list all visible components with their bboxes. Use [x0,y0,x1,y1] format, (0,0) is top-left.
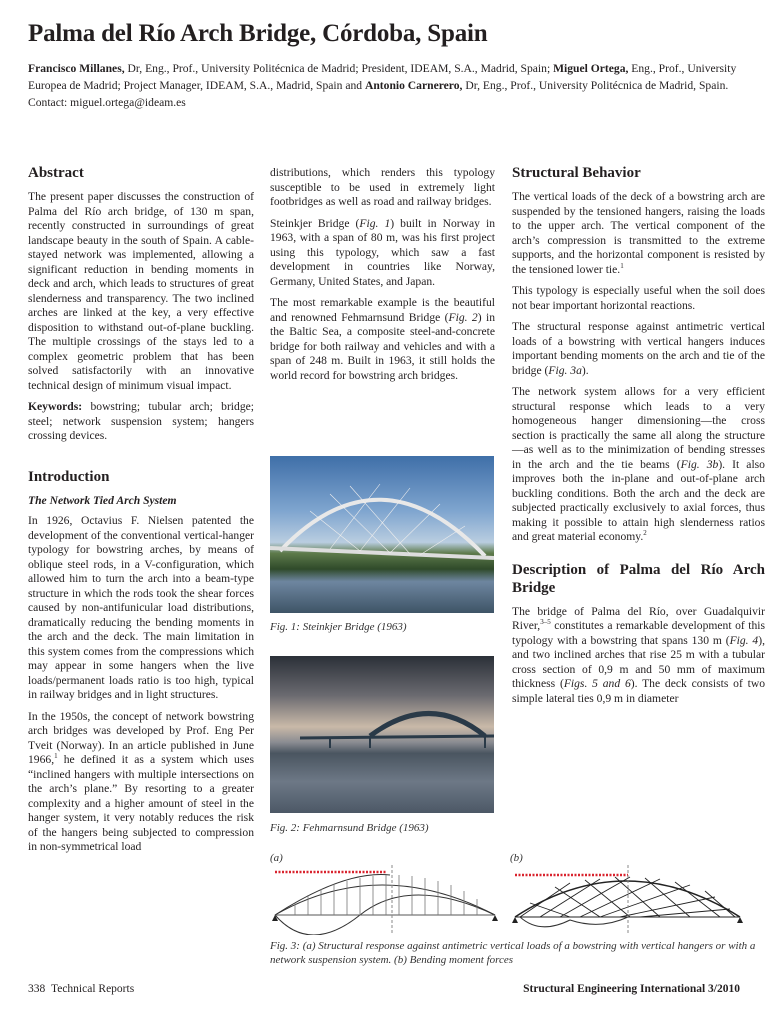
fig3-caption: Fig. 3: (a) Structural response against antimetric vertical loads of a bowstring with vertical hangers or with a network suspension system. (b) Bending moment forces [270,940,756,966]
fig3b-label: (b) [510,852,523,864]
journal-name: Structural Engineering International 3/2010 [523,983,740,995]
introduction-heading: Introduction [28,468,110,485]
intro-paragraph-1: In 1926, Octavius F. Nielsen patented the development of the conventional vertical-hanger typology for bowstring arches, by means of oblique steel rods, in a V-configuration, which allowed him to turn the arch into a beam-type structure in which the rods took the shear forces caused by non-antifunicular load distributions, dramatically reducing the bending moments in the arch and the deck. The main limitation in this system comes from the compressions which may appear in some hangers when the live loads/permanent loads ratio is too high, typical in railway bridges and in light structures. [28,514,254,701]
column-3 [512,164,765,713]
fig3-diagrams [270,865,760,935]
column-2 [270,166,495,390]
fig1-steinkjer-bridge-photo [270,456,494,613]
column-1 [28,164,254,862]
abstract-heading: Abstract [28,165,84,181]
fig3b-diagram [512,865,743,935]
keywords: Keywords: bowstring; tubular arch; bridge; steel; network suspension system; hangers crossing devices. [28,400,254,442]
col2-paragraph-1: distributions, which renders this typology susceptible to be used in extremely light footbridges as well as road and railway bridges. [270,166,495,208]
structural-paragraph-2: This typology is especially useful when the soil does not bear important horizontal reactions. [512,284,765,312]
page-title: Palma del Río Arch Bridge, Córdoba, Spain [28,20,488,47]
fig3a-diagram [272,865,498,935]
fig3a-label: (a) [270,852,283,864]
subheading: The Network Tied Arch System [28,493,177,507]
col2-paragraph-2: Steinkjer Bridge (Fig. 1) built in Norway in 1963, with a span of 80 m, was his first project using this typology, which saw a fast development in countries like Norway, Germany, United States, and Japan. [270,216,496,288]
structural-paragraph-4: The network system allows for a very efficient structural response which leads to a very homogeneous hanger dimensioning—the cross section is practically the same all along the structure—as well as to the minimization of bending stresses in the arch and the tie beams (Fig. 3b). It also improves both the in-plane and out-of-plane arch buckling conditions. Both the arch and the deck are subjected practically exclusively to axial forces, thus making it possible to attain high slenderness ratios and great material economy.$^2$ [512,385,765,543]
description-paragraph-1: The bridge of Palma del Río, over Guadalquivir River,$^{3-5}$ constitutes a remarkable development of this typology with a bowstring that spans 130 m (Fig. 4), and two inclined arches that rise 25 m with a tubular cross section of 0,9 m and 50 mm of maximum thickness (Figs. 5 and 6). The deck consists of two simple lateral ties 0,9 m in diameter [512,604,765,705]
footer-left: 338 Technical Reports [28,983,135,995]
structural-behavior-heading: Structural Behavior [512,165,641,181]
fig2-caption: Fig. 2: Fehmarnsund Bridge (1963) [270,822,429,834]
abstract-text: The present paper discusses the construction of Palma del Río arch bridge, of 130 m span, recently constructed in surroundings of great landscape beauty in the south of Spain. A cable-stayed network was implemented, allowing a significant reduction in bending moments in deck and arch, which leads to structures of great slenderness and transparency. The two inclined arches are linked at the key, a very effective disposition to withstand out-of-plane buckling. The multiple crossings of the stays led to a complex geometric problem that has been solved satisfactorily with an innovative technical design of minimum visual impact. [28,190,254,392]
structural-paragraph-1: The vertical loads of the deck of a bowstring arch are suspended by the tensioned hangers, raising the loads to the upper arch. The vertical component of the arch’s compression is transmitted to the extreme supports, and the horizontal component is resisted by the tensioned lower tie.$^1$ [512,190,765,276]
fig1-caption: Fig. 1: Steinkjer Bridge (1963) [270,621,407,633]
author-affiliations: Francisco Millanes, Dr, Eng., Prof., University Politécnica de Madrid; President, IDEAM, S.A., Madrid, Spain; Miguel Ortega, Eng., Prof., University Europea de Madrid; Project Manager, IDEAM, S.A., Madrid, Spain and Antonio Carnerero, Dr, Eng., Prof., University Politécnica de Madrid, Spain. Contact: miguel.ortega@ideam.es [28,62,737,109]
col2-paragraph-3: The most remarkable example is the beautiful and renowned Fehmarnsund Bridge (Fig. 2) in the Baltic Sea, a composite steel-and-concrete bridge for both railway and vehicles and with a span of 248 m. Built in 1963, it still holds the world record for bowstring arch bridges. [270,296,496,382]
fig2-fehmarnsund-bridge-photo [270,656,494,813]
description-heading: Description of Palma del Río Arch Bridge [512,561,765,596]
intro-paragraph-2: In the 1950s, the concept of network bowstring arch bridges was developed by Prof. Eng Per Tveit (Norway). In an article published in June 1966,$^1$ he defined it as a system which uses “inclined hangers with multiple intersections on the arch’s plane.” By resorting to a greater complexity and a higher amount of steel in the hanger system, it very notably reduces the risk of the hangers being subjected to compression in non-symmetrical load [28,709,254,853]
structural-paragraph-3: The structural response against antimetric vertical loads of a bowstring with vertical hangers induces important bending moments on the arch and tie of the bridge (Fig. 3a). [512,320,765,377]
